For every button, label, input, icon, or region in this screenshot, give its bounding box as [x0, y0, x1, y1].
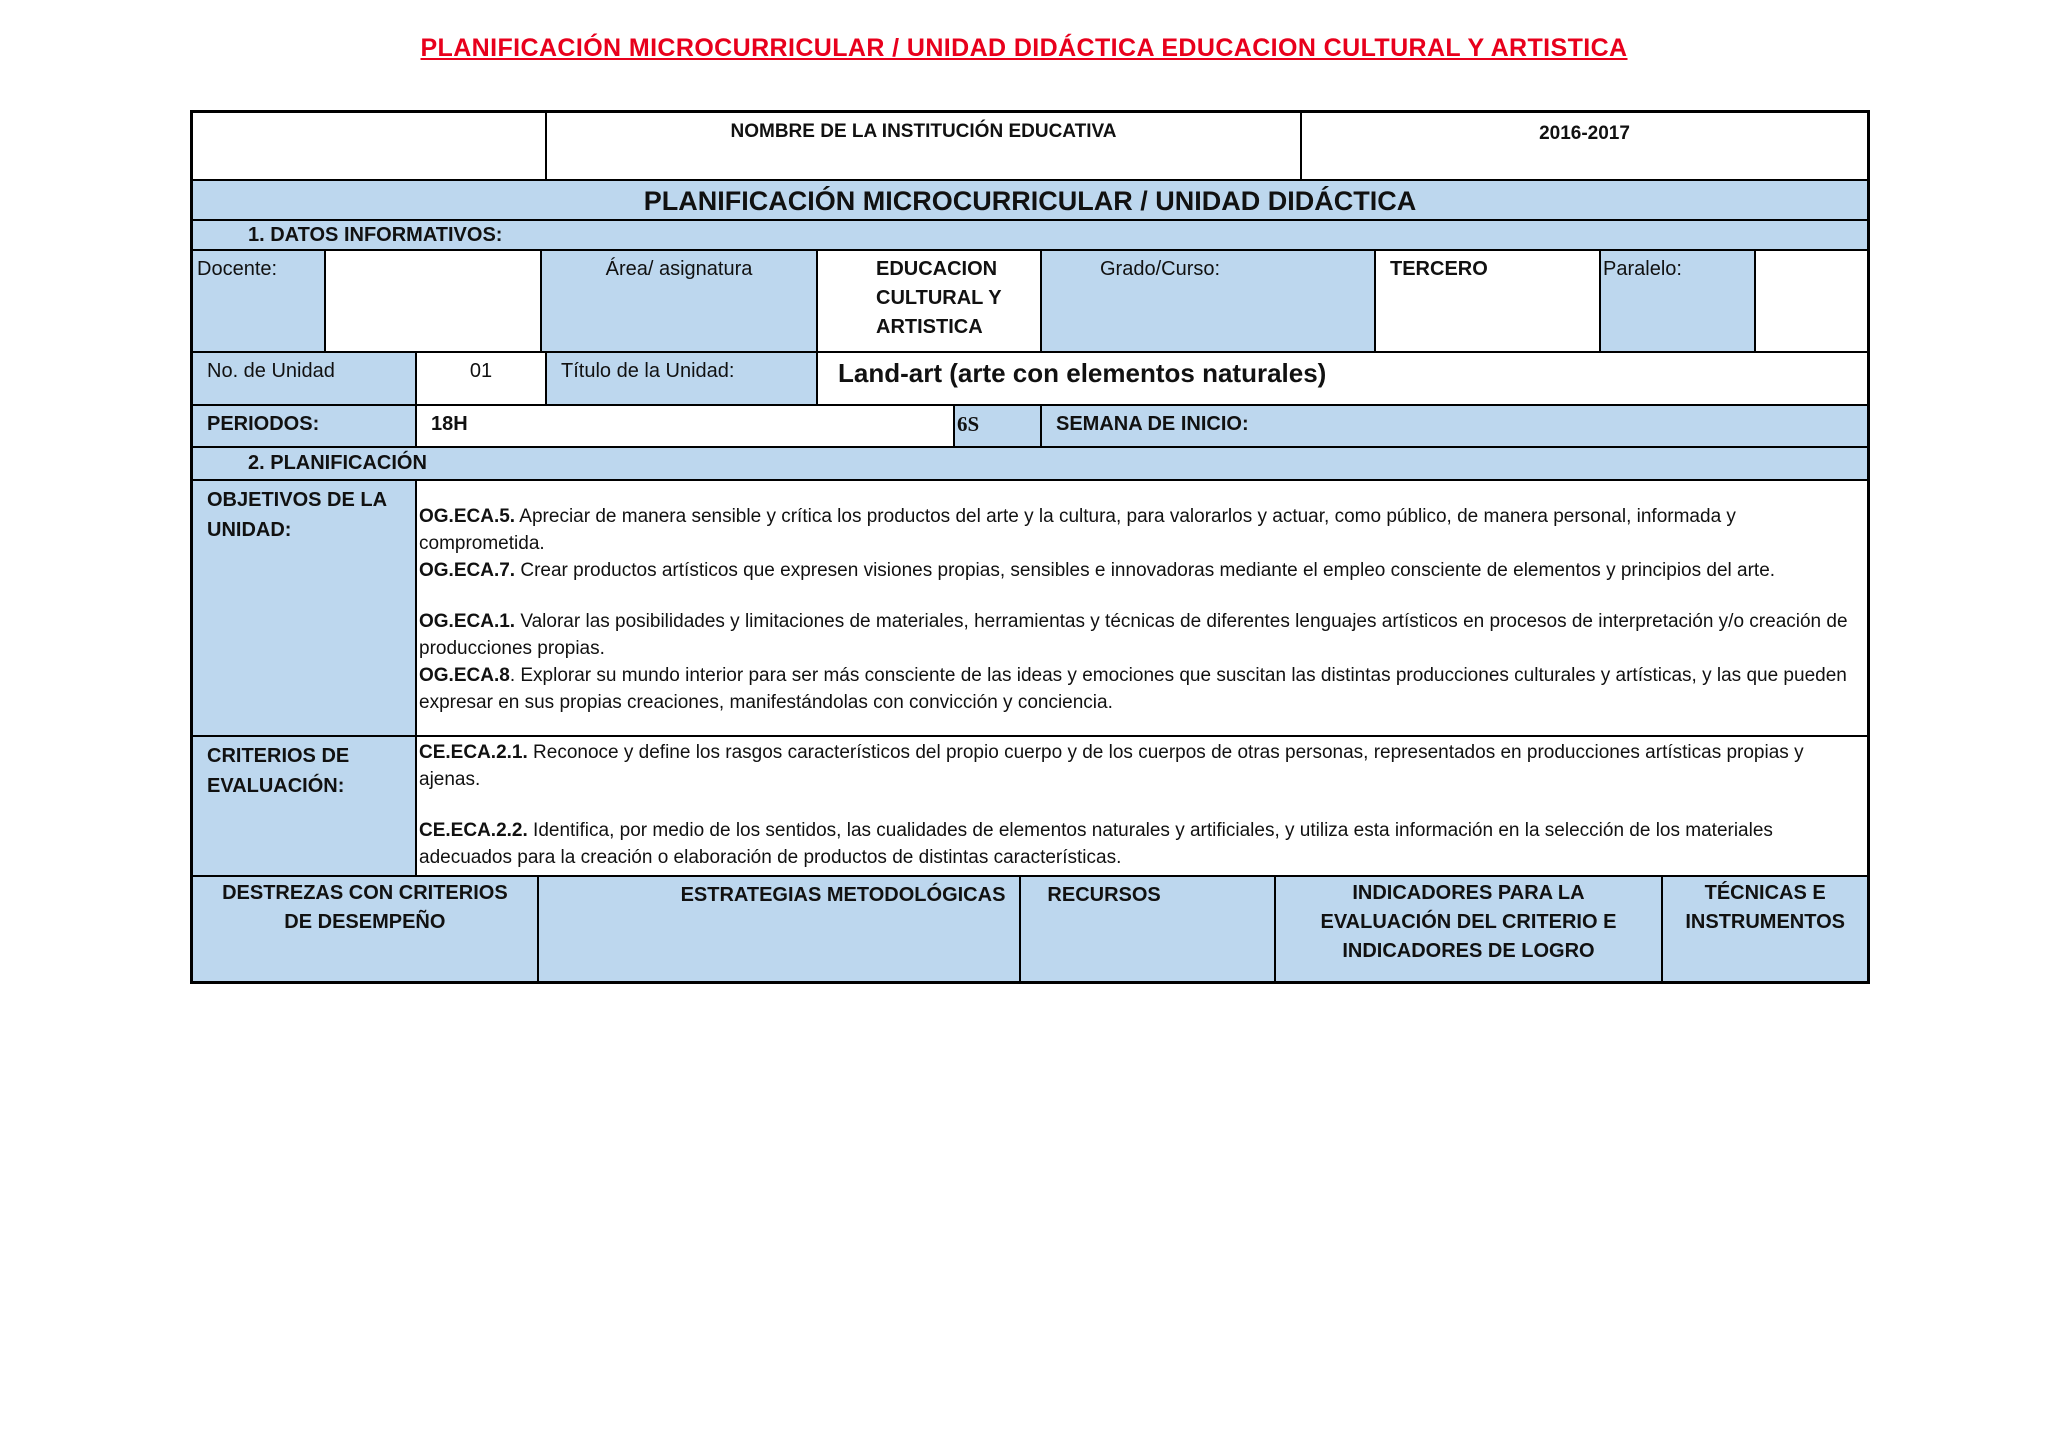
objetivo-item: OG.ECA.7. Crear productos artísticos que expresen visiones propias, sensibles e innovadoras mediante el empleo consciente de elementos y principios del arte.: [419, 560, 1776, 581]
plan-title: PLANIFICACIÓN MICROCURRICULAR / UNIDAD DIDÁCTICA: [643, 186, 1417, 216]
objetivo-item: OG.ECA.1. Valorar las posibilidades y limitaciones de materiales, herramientas y técnicas de diferentes lenguajes artísticos en procesos de interpretación y/o creación de producciones propias.: [419, 611, 1848, 659]
section-planificacion-row: [193, 448, 1867, 481]
objetivo-item: OG.ECA.8. Explorar su mundo interior para ser más consciente de las ideas y emociones que suscitan las distintas producciones culturales y artísticas, y las que pueden expresar en sus propias creaciones, manifestándolas con convicción y conciencia.: [419, 665, 1847, 713]
col-estrategias: ESTRATEGIAS METODOLÓGICAS: [539, 877, 1022, 981]
semana-inicio-label: SEMANA DE INICIO:: [1042, 406, 1867, 446]
paralelo-value: [1756, 251, 1867, 351]
objetivos-content: [417, 481, 1867, 735]
spacer: [419, 584, 1855, 608]
school-year: 2016-2017: [1302, 113, 1867, 179]
unidad-label: No. de Unidad: [193, 353, 417, 404]
datos-row: [193, 251, 1867, 353]
col-destrezas: DESTREZAS CON CRITERIOS DE DESEMPEÑO: [193, 877, 539, 981]
criterios-row: [193, 737, 1867, 877]
titulo-label: Título de la Unidad:: [547, 353, 818, 404]
page-title: PLANIFICACIÓN MICROCURRICULAR / UNIDAD DIDÁCTICA EDUCACION CULTURAL Y ARTISTICA: [420, 34, 1628, 62]
criterio-item: CE.ECA.2.2. Identifica, por medio de los sentidos, las cualidades de elementos naturales y artificiales, y utiliza esta información en la selección de los materiales adecuados para la creación o elaboración de productos de distintas características.: [419, 820, 1773, 868]
paralelo-label: Paralelo:: [1601, 251, 1756, 351]
grado-value: TERCERO: [1376, 251, 1601, 351]
header-row: [193, 113, 1867, 181]
semanas-value: 6S: [955, 406, 1042, 446]
periodos-label: PERIODOS:: [193, 406, 417, 446]
col-tecnicas: TÉCNICAS E INSTRUMENTOS: [1685, 882, 1845, 933]
criterios-label: CRITERIOS DE EVALUACIÓN:: [193, 737, 417, 875]
col-indicadores: INDICADORES PARA LA EVALUACIÓN DEL CRITERIO E INDICADORES DE LOGRO: [1276, 877, 1664, 981]
plan-title-row: [193, 181, 1867, 221]
planning-table: [190, 110, 1870, 984]
section-planificacion-heading: 2. PLANIFICACIÓN: [248, 452, 427, 474]
columns-header-row: [193, 877, 1867, 981]
periodos-row: [193, 406, 1867, 448]
area-value: EDUCACION CULTURAL Y ARTISTICA: [818, 251, 1042, 351]
objetivos-label: OBJETIVOS DE LA UNIDAD:: [193, 481, 417, 735]
col-recursos: RECURSOS: [1021, 877, 1275, 981]
unidad-row: [193, 353, 1867, 406]
unidad-value: 01: [417, 353, 547, 404]
objetivos-row: [193, 481, 1867, 737]
grado-label: Grado/Curso:: [1042, 251, 1376, 351]
area-label: Área/ asignatura: [542, 251, 818, 351]
logo-cell: [193, 113, 547, 179]
criterio-item: CE.ECA.2.1. Reconoce y define los rasgos característicos del propio cuerpo y de los cuerpos de otras personas, representados en producciones artísticas propias y ajenas.: [419, 742, 1804, 790]
criterios-content: [417, 737, 1867, 875]
periodos-value: 18H: [417, 406, 955, 446]
section-datos-row: [193, 221, 1867, 251]
institution-label: NOMBRE DE LA INSTITUCIÓN EDUCATIVA: [547, 113, 1302, 179]
section-datos-heading: 1. DATOS INFORMATIVOS:: [248, 224, 503, 246]
objetivo-item: OG.ECA.5. Apreciar de manera sensible y crítica los productos del arte y la cultura, para valorarlos y actuar, como público, de manera personal, informada y comprometida.: [419, 506, 1736, 554]
docente-value: [326, 251, 542, 351]
titulo-value: Land-art (arte con elementos naturales): [818, 353, 1867, 404]
spacer: [419, 793, 1855, 817]
docente-label: Docente:: [193, 251, 326, 351]
